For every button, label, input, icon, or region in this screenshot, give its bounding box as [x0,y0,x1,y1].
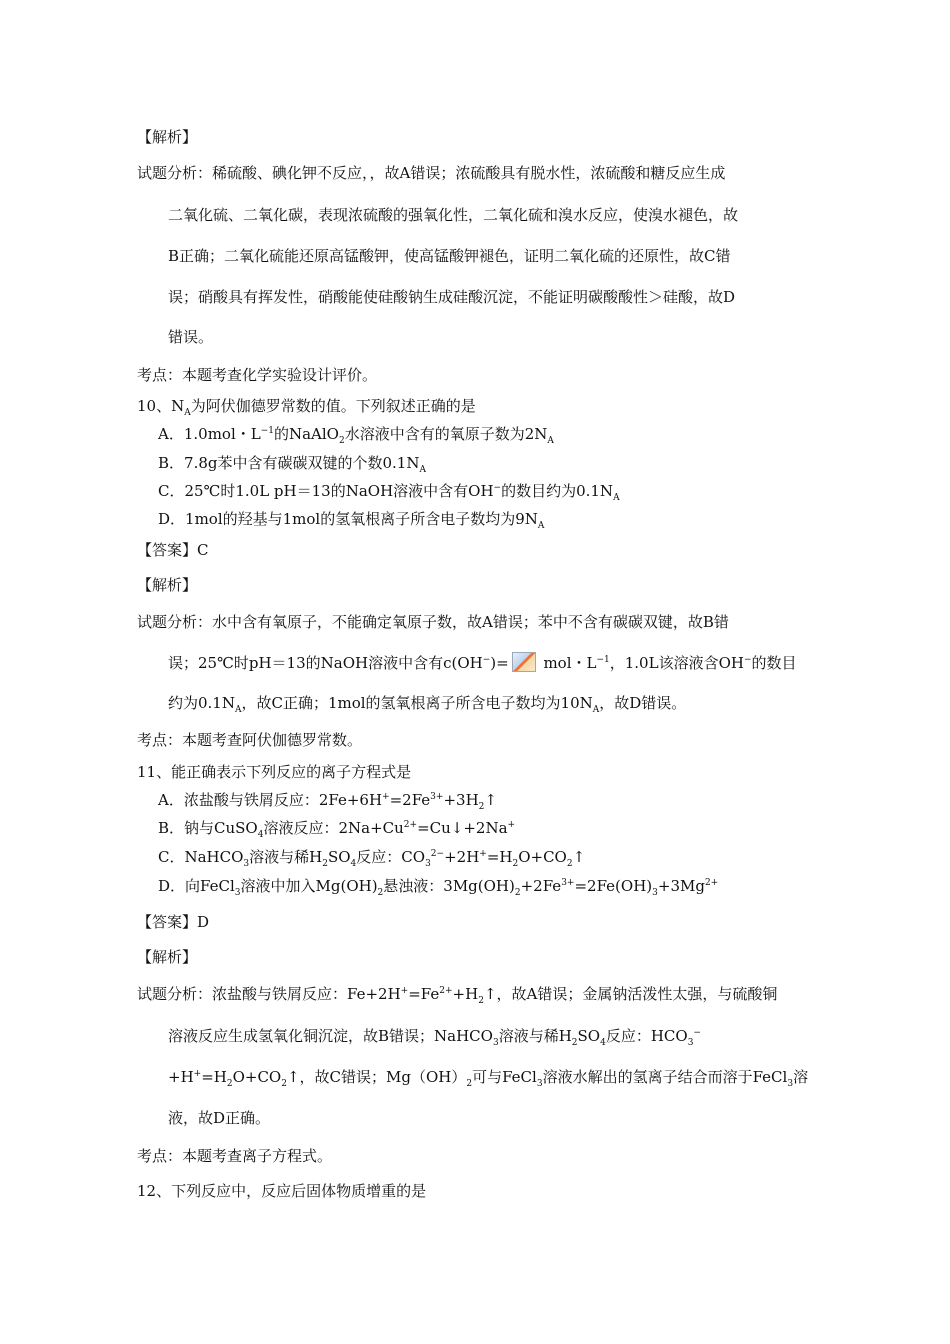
option-c: C．25℃时1.0L pH＝13的NaOH溶液中含有OH−的数目约为$0.1N_A$ [158,482,620,503]
question-stem: 10、$N_A$为阿伏伽德罗常数的值。下列叙述正确的是 [137,397,476,418]
option-b: B．7.8g苯中含有碳碳双键的个数$0.1N_A$ [158,454,426,475]
option-a: A．浓盐酸与铁屑反应：$2Fe+6H^+=2Fe^{3+}+3H_2↑$ [158,791,497,812]
analysis-text: 溶液反应生成氢氧化铜沉淀，故B错误；NaHCO$_3$溶液与稀$H_2SO_4$反应：$HCO_3^-$ [168,1027,701,1048]
analysis-text: 液，故D正确。 [168,1109,271,1127]
analysis-text: 试题分析：稀硫酸、碘化钾不反应，，故A错误；浓硫酸具有脱水性，浓硫酸和糖反应生成 [137,164,726,182]
analysis-text: B正确；二氧化硫能还原高锰酸钾，使高锰酸钾褪色，证明二氧化硫的还原性，故C错 [168,247,731,265]
kaodian: 考点：本题考查离子方程式。 [137,1147,333,1165]
question-stem: 12、下列反应中，反应后固体物质增重的是 [137,1182,427,1200]
analysis-text: 误；25℃时pH＝13的NaOH溶液中含有c(OH−)= mol・$L^{-1}$，1.0L该溶液含OH−的数目 [168,654,797,672]
formula-image-icon [512,652,536,672]
analysis-text: 试题分析：浓盐酸与铁屑反应：$Fe+2H^+=Fe^{2+}+H_2↑$，故A错误；金属钠活泼性太强，与硫酸铜 [137,985,778,1006]
analysis-text: 约为$0.1N_A$，故C正确；1mol的氢氧根离子所含电子数均为$10N_A$，故D错误。 [168,694,687,715]
option-a: A．1.0mol・$L^{-1}$的NaAlO$_2$水溶液中含有的氧原子数为$2N_A$ [158,425,554,446]
kaodian: 考点：本题考查化学实验设计评价。 [137,366,378,384]
analysis-text: 二氧化硫、二氧化碳，表现浓硫酸的强氧化性，二氧化硫和溴水反应，使溴水褪色，故 [168,206,739,224]
option-c: C．NaHCO$_3$溶液与稀$H_2SO_4$反应：$CO_3^{2-}+2H^+=H_2O+CO_2↑$ [158,848,586,869]
analysis-text: 错误。 [168,328,214,346]
analysis-label: 【解析】 [137,576,198,594]
answer: 【答案】D [137,913,210,931]
analysis-label: 【解析】 [137,128,198,146]
analysis-text: $+H^+=H_2O+CO_2↑$，故C错误；$Mg(OH)_2$可与FeCl$_3$溶液水解出的氢离子结合而溶于FeCl$_3$溶 [168,1068,809,1089]
kaodian: 考点：本题考查阿伏伽德罗常数。 [137,731,363,749]
answer: 【答案】C [137,541,209,559]
option-b: B．钠与CuSO$_4$溶液反应：$2Na+Cu^{2+}=Cu↓+2Na^+$ [158,819,516,840]
option-d: D．1mol的羟基与1mol的氢氧根离子所含电子数均为$9N_A$ [158,510,545,531]
analysis-text: 试题分析：水中含有氧原子，不能确定氧原子数，故A错误；苯中不含有碳碳双键，故B错 [137,613,729,631]
option-d: D．向FeCl$_3$溶液中加入$Mg(OH)_2$悬浊液：$3Mg(OH)_2+2Fe^{3+}=2Fe(OH)_3+3Mg^{2+}$ [158,877,719,898]
analysis-label: 【解析】 [137,948,198,966]
question-stem: 11、能正确表示下列反应的离子方程式是 [137,763,412,781]
analysis-text: 误；硝酸具有挥发性，硝酸能使硅酸钠生成硅酸沉淀，不能证明碳酸酸性＞硅酸，故D [168,288,736,306]
